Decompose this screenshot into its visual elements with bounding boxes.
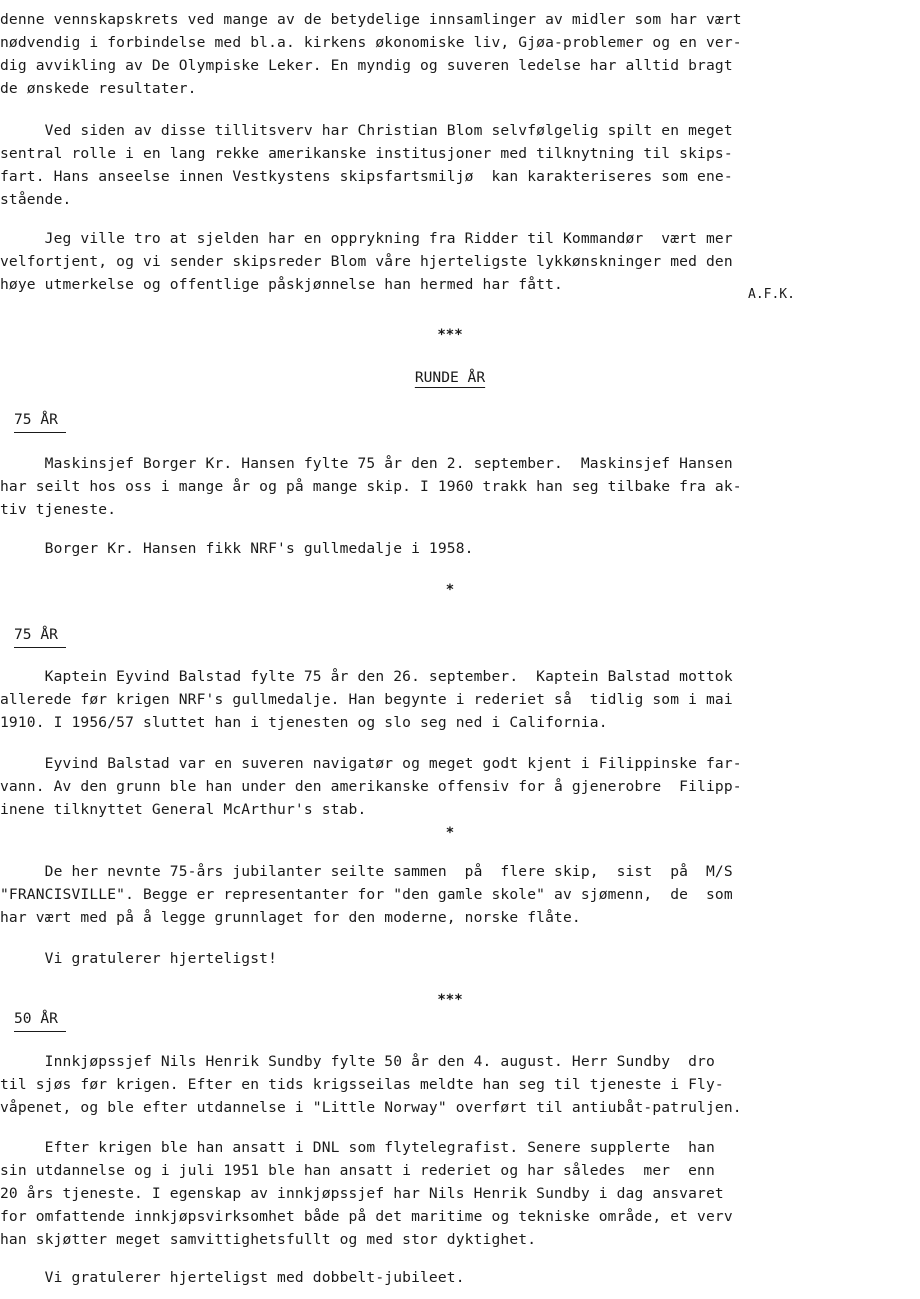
text-line: vann. Av den grunn ble han under den amerikanske offensiv for å gjenerobre Filipp-	[0, 778, 742, 795]
paragraph-sundby-2	[0, 1136, 915, 1251]
paragraph-blom	[0, 119, 915, 211]
paragraph-gratulerer-2	[0, 1266, 915, 1289]
text-line: "FRANCISVILLE". Begge er representanter for "den gamle skole" av sjømenn, de som	[0, 886, 733, 903]
text-line: Ved siden av disse tillitsverv har Christian Blom selvfølgelig spilt en meget	[0, 122, 733, 139]
paragraph-gratulerer-1	[0, 947, 915, 970]
text-line: Kaptein Eyvind Balstad fylte 75 år den 26. september. Kaptein Balstad mottok	[0, 668, 733, 685]
paragraph-balstad-2	[0, 752, 915, 821]
paragraph-intro	[0, 8, 915, 100]
separator-stars: ***	[437, 992, 463, 1008]
text-line: dig avvikling av De Olympiske Leker. En myndig og suveren ledelse har alltid bragt	[0, 57, 733, 74]
text-line: de ønskede resultater.	[0, 80, 197, 97]
section-heading-text: RUNDE ÅR	[414, 369, 486, 386]
text-line: Vi gratulerer hjerteligst!	[0, 950, 278, 967]
section-heading	[0, 366, 900, 390]
text-line: til sjøs før krigen. Efter en tids krigsseilas meldte han seg til tjeneste i Fly-	[0, 1076, 724, 1093]
signature: A.F.K.	[748, 287, 795, 302]
text-line: Vi gratulerer hjerteligst med dobbelt-jubileet.	[0, 1269, 465, 1286]
text-line: høye utmerkelse og offentlige påskjønnelse han hermed har fått.	[0, 276, 563, 293]
text-line: sentral rolle i en lang rekke amerikanske institusjoner med tilknytning til skips-	[0, 145, 733, 162]
separator-star: *	[445, 825, 455, 841]
text-line: har seilt hos oss i mange år og på mange skip. I 1960 trakk han seg tilbake fra ak-	[0, 478, 742, 495]
text-line: 1910. I 1956/57 sluttet han i tjenesten og slo seg ned i California.	[0, 714, 608, 731]
text-line: inene tilknyttet General McArthur's stab.	[0, 801, 367, 818]
text-line: Innkjøpssjef Nils Henrik Sundby fylte 50 år den 4. august. Herr Sundby dro	[0, 1053, 715, 1070]
text-line: for omfattende innkjøpsvirksomhet både på det maritime og tekniske område, et verv	[0, 1208, 733, 1225]
paragraph-hansen-2	[0, 537, 915, 560]
text-line: Efter krigen ble han ansatt i DNL som flytelegrafist. Senere supplerte han	[0, 1139, 715, 1156]
section-label-75-second: 75 ÅR	[14, 623, 66, 648]
text-line: Borger Kr. Hansen fikk NRF's gullmedalje i 1958.	[0, 540, 474, 557]
text-line: denne vennskapskrets ved mange av de betydelige innsamlinger av midler som har vært	[0, 11, 742, 28]
paragraph-balstad-1	[0, 665, 915, 734]
text-line: har vært med på å legge grunnlaget for den moderne, norske flåte.	[0, 909, 581, 926]
text-line: sin utdannelse og i juli 1951 ble han ansatt i rederiet og har således mer enn	[0, 1162, 715, 1179]
text-line: Jeg ville tro at sjelden har en opprykning fra Ridder til Kommandør vært mer	[0, 230, 733, 247]
separator-stars: ***	[437, 327, 463, 343]
section-label-75-first: 75 ÅR	[14, 408, 66, 433]
text-line: allerede før krigen NRF's gullmedalje. Han begynte i rederiet så tidlig som i mai	[0, 691, 733, 708]
text-line: Maskinsjef Borger Kr. Hansen fylte 75 år den 2. september. Maskinsjef Hansen	[0, 455, 733, 472]
paragraph-jubilanter	[0, 860, 915, 929]
paragraph-sundby-1	[0, 1050, 915, 1119]
text-line: Eyvind Balstad var en suveren navigatør og meget godt kjent i Filippinske far-	[0, 755, 742, 772]
text-line: tiv tjeneste.	[0, 501, 117, 518]
section-label-50: 50 ÅR	[14, 1007, 66, 1032]
text-line: 20 års tjeneste. I egenskap av innkjøpssjef har Nils Henrik Sundby i dag ansvaret	[0, 1185, 724, 1202]
text-line: han skjøtter meget samvittighetsfullt og med stor dyktighet.	[0, 1231, 537, 1248]
text-line: fart. Hans anseelse innen Vestkystens skipsfartsmiljø kan karakteriseres som ene-	[0, 168, 733, 185]
text-line: nødvendig i forbindelse med bl.a. kirkens økonomiske liv, Gjøa-problemer og en ver-	[0, 34, 742, 51]
text-line: velfortjent, og vi sender skipsreder Blom våre hjerteligste lykkønskninger med den	[0, 253, 733, 270]
text-line: våpenet, og ble efter utdannelse i "Little Norway" overført til antiubåt-patruljen.	[0, 1099, 742, 1116]
text-line: De her nevnte 75-års jubilanter seilte sammen på flere skip, sist på M/S	[0, 863, 733, 880]
separator-star: *	[445, 582, 455, 598]
text-line: stående.	[0, 191, 72, 208]
paragraph-hansen-1	[0, 452, 915, 521]
